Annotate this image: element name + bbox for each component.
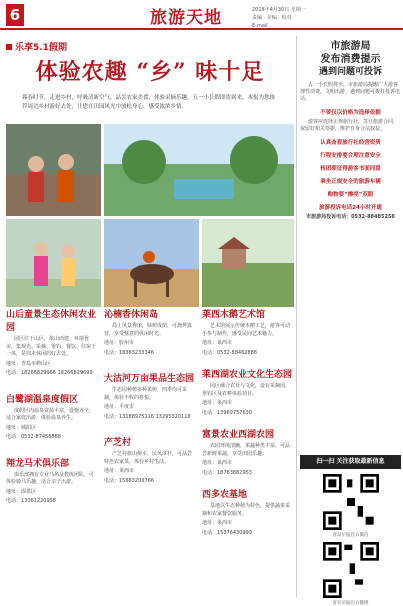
listing-block (202, 307, 294, 357)
photo-dancers (6, 219, 101, 307)
listing-title: 大沽河万亩果品生态园 (104, 374, 195, 384)
listing-body: 岛上风景秀丽，绿树成荫，可烧烤露营，享受惬意的休闲时光。 (104, 323, 193, 337)
listing-phone: 电话：0532-88462888 (202, 349, 257, 356)
listings-column-left (6, 307, 98, 506)
listing-address: 地址：平度市 (104, 404, 135, 410)
listing-title: 莱西木鹅艺术馆 (202, 310, 266, 320)
photo-horse-riding (104, 219, 199, 307)
rail-title-3: 遇到问题可投诉 (318, 67, 382, 77)
listing-block (104, 307, 196, 357)
feature-kicker (6, 40, 67, 53)
listing-body: 生态园种植多种果树，四季均可采摘，体验丰收的喜悦。 (104, 387, 188, 401)
listing-block (202, 427, 294, 477)
rail-subhead: 旅游投诉电话24小时开通 (319, 205, 382, 211)
listing-block (6, 456, 98, 506)
listing-block (202, 367, 294, 417)
listing-address: 地址：城阳区 (6, 424, 37, 431)
listing-phone: 电话：13188975116 13295320118 (104, 413, 191, 420)
photo-horse-riding-image (104, 219, 199, 307)
rail-subhead: 转团须征得游客书面同意 (320, 166, 381, 172)
feature-headline: 体验农趣 “乡” 味十足 (35, 59, 265, 85)
listing-body: 艺术馆展示传统木鹅工艺，游客可动手参与制作，感受民间艺术魅力。 (202, 323, 291, 337)
rail-title-1: 市旅游局 (330, 41, 371, 52)
column-divider (296, 36, 297, 597)
listing-phone: 电话：15376430999 (202, 529, 252, 536)
photo-dancers-image (6, 219, 101, 307)
qr-section (300, 470, 401, 606)
photo-orchard-image (104, 124, 294, 216)
listing-phone: 电话：13969757630 (202, 409, 252, 416)
listing-address: 地址：即墨区 (6, 488, 37, 495)
page-header (0, 0, 403, 30)
listing-body: 园区融合农业与文化，设有采摘园、垂钓区及农耕体验项目。 (202, 383, 291, 397)
header-meta (252, 6, 402, 30)
photo-village-image (202, 219, 294, 307)
listing-address: 地址：胶州市 (104, 340, 135, 346)
listing-block (104, 435, 196, 485)
listing-title: 莱西湖农业文化生态园 (202, 370, 293, 380)
rail-subhead: 行程安排要合理注意安全 (320, 153, 381, 159)
rail-subhead: 认真查看旅行社经营资质 (320, 140, 381, 146)
rail-subhead: 购物要“擦亮”双眼 (327, 192, 374, 198)
listing-title: 沁楠香休闲岛 (104, 310, 159, 320)
rail-subhead: 不要仅以价格为选择依据 (320, 110, 381, 116)
listing-phone: 电话：18763882953 (202, 469, 252, 476)
photo-orchard (104, 124, 294, 216)
listings-grid (6, 307, 293, 597)
listing-phone: 电话：15663203766 (104, 477, 154, 484)
photo-people-festival (6, 124, 101, 216)
rail-subhead: 乘坐正规安全的旅游车辆 (320, 179, 381, 185)
qr-code-wechat-icon[interactable] (323, 474, 379, 530)
header-email: E-mail (252, 23, 268, 29)
listing-title: 产芝村 (104, 438, 132, 448)
kicker-square-icon (6, 44, 12, 50)
listing-address: 地址：莱西市 (202, 520, 233, 526)
rail-intro: 五一小长假将至，市旅游局提醒广大游客理性消费，文明出游，遇到问题可拨打投诉电话。 (300, 82, 401, 102)
listing-title: 山后童景生态休闲农业园 (6, 310, 97, 333)
listing-block (202, 487, 294, 537)
listing-body: 园区位于山区，依山而建，环境优美，集观光、采摘、垂钓、餐饮、住宿于一体，是周末休闲的好去处。 (6, 336, 97, 357)
listing-address: 地址：莱西市 (202, 340, 233, 346)
listing-phone: 电话：18266829966 18266829699 (6, 370, 93, 376)
listing-address: 地址：莱西市 (202, 460, 233, 466)
listing-phone: 电话：0532-87456888 (6, 434, 61, 440)
listing-body: 度假区内温泉资源丰富，设施齐全，适合家庭出游，体验温泉养生。 (6, 407, 95, 421)
listing-address: 地址：青岛市崂山区 (6, 360, 52, 367)
section-title: 旅游天地 (150, 8, 222, 28)
header-editors: 责编 · 美编 · 校对 (252, 15, 292, 21)
listing-title: 西多农基地 (202, 490, 248, 500)
rail-paragraph: 游客应选择正规旅行社，签订旅游合同，保留好相关票据，维护自身合法权益。 (300, 119, 399, 132)
feature-lead: 暮春时节，走进乡村，呼吸清新空气，品尝农家美食，体验采摘乐趣。五一小长假即将到来，本报为您推荐周边乡村游好去处，让您在田园风光中放松身心，感受浓浓乡情。 (22, 95, 276, 110)
listing-address: 地址：莱西市 (104, 468, 135, 474)
listing-body: 农园环境清幽，果蔬种类丰富，可品尝新鲜果蔬，享受田园乐趣。 (202, 443, 291, 457)
photo-people-festival-image (6, 124, 101, 216)
listings-column-middle (104, 307, 196, 485)
listing-body: 基地以生态种植为特色，提供蔬果采摘和农家餐饮服务。 (202, 503, 291, 517)
listing-block (104, 371, 196, 421)
qr-code-weibo-icon[interactable] (323, 542, 379, 598)
qr-caption-wechat: 青岛早报官方微信 (332, 533, 369, 538)
listing-title: 富景农业西湖农园 (202, 430, 275, 440)
qr-caption-weibo: 青岛早报官方微博 (332, 601, 369, 606)
page-number: 6 (6, 4, 24, 26)
listing-block (6, 392, 98, 442)
qr-banner: 扫一扫 关注获取最新信息 (300, 455, 401, 469)
rail-hotline: 市旅游局投诉电话：0532-88485258 (306, 214, 395, 220)
listing-block (6, 307, 98, 378)
listings-column-right (202, 307, 294, 537)
listing-body: 俱乐部拥有专业马场及教练团队，可体验骑马乐趣，适合亲子出游。 (6, 471, 95, 485)
rail-title-2: 发布消费提示 (320, 54, 381, 65)
header-date: 2018年4月30日 星期一 (252, 7, 306, 13)
listing-body: 产芝村依山傍水，民风淳朴，可品尝特色农家菜，体验乡村生活。 (104, 451, 193, 465)
kicker-text: 乐享5.1假期 (15, 43, 67, 53)
listing-address: 地址：莱西市 (202, 400, 233, 406)
listing-title: 翔龙马术俱乐部 (6, 458, 70, 469)
listing-phone: 电话：18363233346 (104, 349, 154, 356)
listing-phone: 电话：13061220958 (6, 498, 56, 504)
listing-title: 白鹭湖温泉度假区 (6, 394, 79, 405)
photo-village (202, 219, 294, 307)
